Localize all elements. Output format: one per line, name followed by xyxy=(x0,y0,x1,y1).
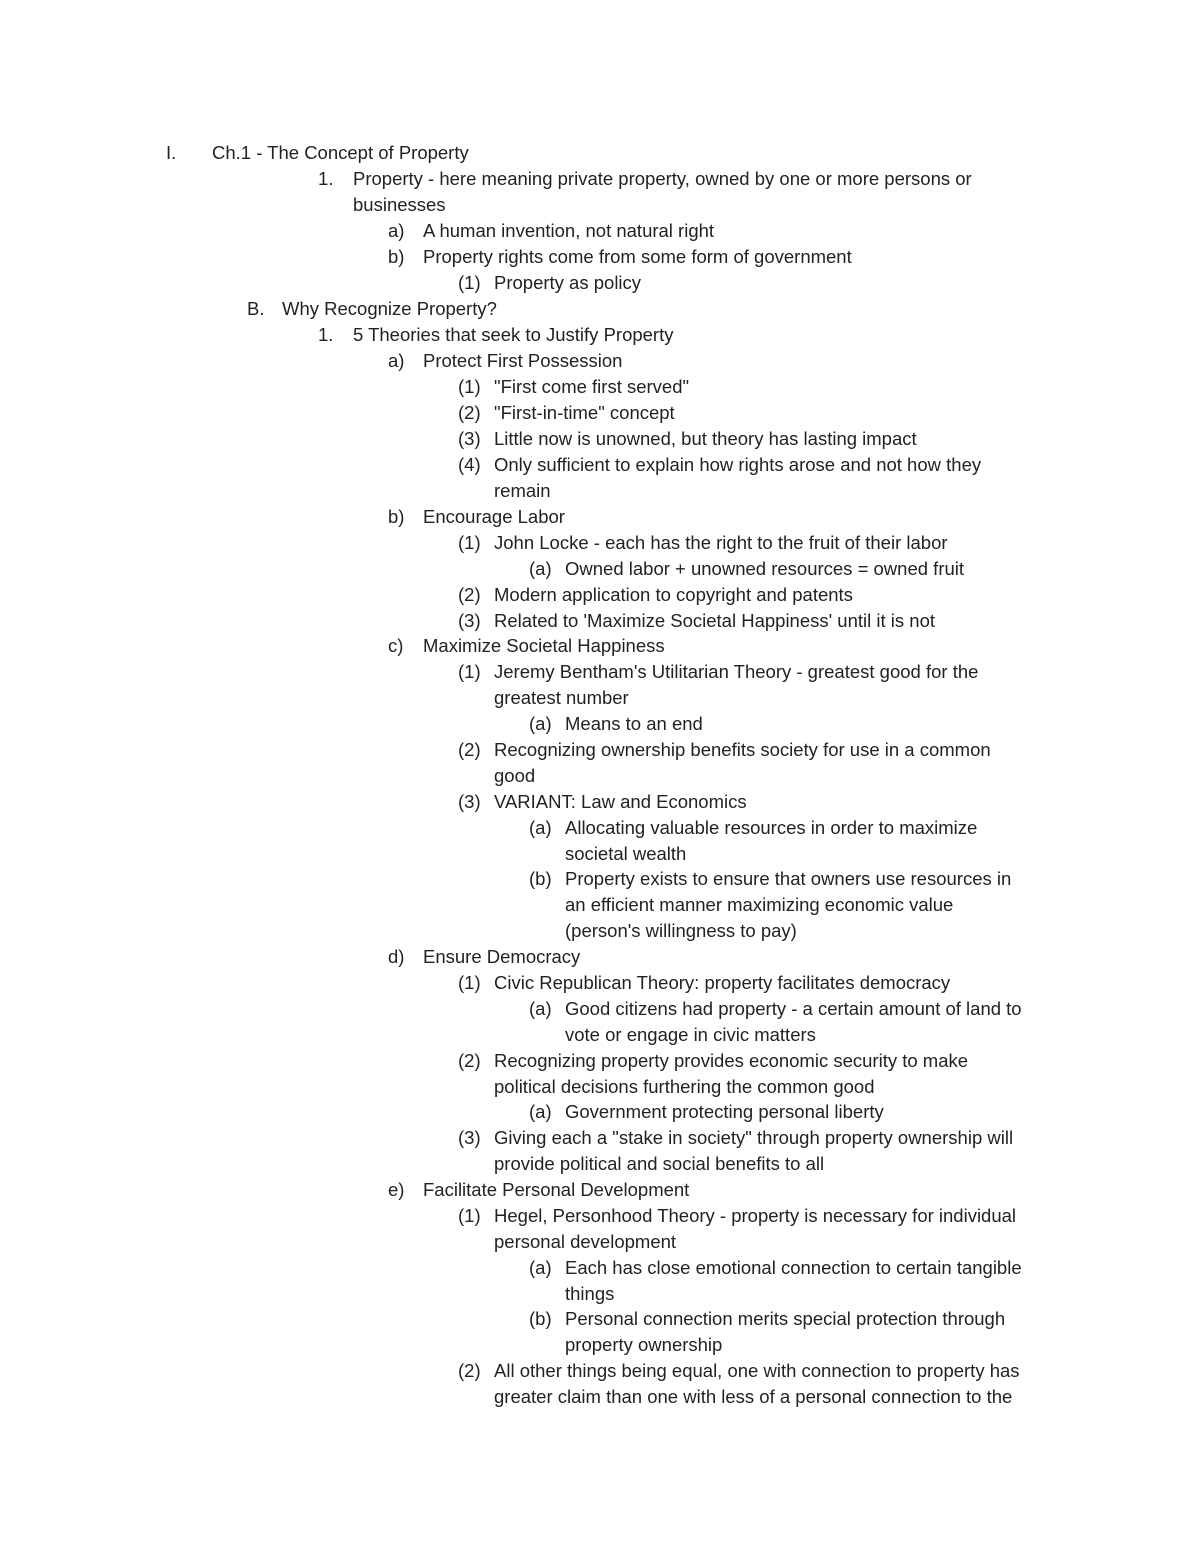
outline-text: VARIANT: Law and Economics xyxy=(494,791,747,812)
outline-text: Maximize Societal Happiness xyxy=(423,635,665,656)
outline-text: A human invention, not natural right xyxy=(423,220,715,241)
outline-heading: Ch.1 - The Concept of Property xyxy=(212,142,469,163)
outline-marker: a) xyxy=(388,350,405,371)
outline-continuation xyxy=(565,1281,614,1307)
outline-marker: 1. xyxy=(318,168,334,189)
outline-continuation xyxy=(565,1332,722,1358)
outline-marker: (a) xyxy=(529,817,552,838)
outline-marker: a) xyxy=(388,220,405,241)
outline-marker: d) xyxy=(388,946,405,967)
outline-marker: (a) xyxy=(529,1257,552,1278)
outline-text: Hegel, Personhood Theory - property is necessary for individual xyxy=(494,1205,1017,1226)
outline-marker: (3) xyxy=(458,791,481,812)
outline-text: greater claim than one with less of a personal connection to the xyxy=(494,1386,1013,1407)
outline-marker: (4) xyxy=(458,454,481,475)
outline-text: All other things being equal, one with connection to property has xyxy=(494,1360,1020,1381)
outline-marker: (b) xyxy=(529,868,552,889)
outline-text: Why Recognize Property? xyxy=(282,298,497,319)
outline-text: 5 Theories that seek to Justify Property xyxy=(353,324,674,345)
outline-marker: (2) xyxy=(458,739,481,760)
outline-continuation xyxy=(494,1074,875,1100)
outline-marker: (1) xyxy=(458,532,481,553)
outline-continuation xyxy=(494,1229,676,1255)
outline-text: personal development xyxy=(494,1231,677,1252)
outline-continuation xyxy=(494,1384,1012,1410)
outline-marker: (2) xyxy=(458,402,481,423)
outline-marker: 1. xyxy=(318,324,334,345)
outline-marker: b) xyxy=(388,246,405,267)
outline-continuation xyxy=(353,192,446,218)
outline-text: "First-in-time" concept xyxy=(494,402,675,423)
outline-marker: (1) xyxy=(458,1205,481,1226)
outline-continuation xyxy=(494,763,535,789)
outline-marker: B. xyxy=(247,298,265,319)
outline-text: things xyxy=(565,1283,615,1304)
outline-text: Protect First Possession xyxy=(423,350,623,371)
outline-marker: (2) xyxy=(458,1360,481,1381)
outline-text: Owned labor + unowned resources = owned fruit xyxy=(565,558,965,579)
outline-text: Civic Republican Theory: property facilitates democracy xyxy=(494,972,951,993)
outline-text: businesses xyxy=(353,194,446,215)
outline-continuation xyxy=(494,478,551,504)
outline-continuation xyxy=(565,918,797,944)
outline-text: Recognizing property provides economic security to make xyxy=(494,1050,969,1071)
outline-marker: b) xyxy=(388,506,405,527)
outline-marker: (2) xyxy=(458,584,481,605)
outline-text: remain xyxy=(494,480,551,501)
outline-text: Ensure Democracy xyxy=(423,946,581,967)
outline-marker: (1) xyxy=(458,972,481,993)
outline-marker: (1) xyxy=(458,661,481,682)
outline-text: Modern application to copyright and patents xyxy=(494,584,853,605)
outline-text: Encourage Labor xyxy=(423,506,565,527)
outline-text: Each has close emotional connection to certain tangible xyxy=(565,1257,1022,1278)
outline-text: greatest number xyxy=(494,687,629,708)
outline-text: Property as policy xyxy=(494,272,642,293)
outline-text: provide political and social benefits to all xyxy=(494,1153,825,1174)
outline-text: an efficient manner maximizing economic value xyxy=(565,894,954,915)
outline-text: (person's willingness to pay) xyxy=(565,920,797,941)
outline-marker: (3) xyxy=(458,610,481,631)
outline-text: Little now is unowned, but theory has lasting impact xyxy=(494,428,917,449)
outline-text: Personal connection merits special protection through xyxy=(565,1308,1006,1329)
outline-text: political decisions furthering the common good xyxy=(494,1076,875,1097)
outline-marker: (a) xyxy=(529,713,552,734)
outline-text: property ownership xyxy=(565,1334,723,1355)
outline-text: Allocating valuable resources in order to maximize xyxy=(565,817,978,838)
outline-text: Recognizing ownership benefits society for use in a common xyxy=(494,739,991,760)
outline-marker: (a) xyxy=(529,1101,552,1122)
outline-marker: I. xyxy=(166,142,177,163)
outline-text: Government protecting personal liberty xyxy=(565,1101,884,1122)
outline-text: Good citizens had property - a certain amount of land to xyxy=(565,998,1022,1019)
outline-marker: (1) xyxy=(458,272,481,293)
outline-marker: c) xyxy=(388,635,404,656)
outline-marker: (2) xyxy=(458,1050,481,1071)
outline-text: Only sufficient to explain how rights arose and not how they xyxy=(494,454,982,475)
outline-continuation xyxy=(565,841,686,867)
outline-text: Property exists to ensure that owners use resources in xyxy=(565,868,1012,889)
outline-text: "First come first served" xyxy=(494,376,690,397)
outline-text: Property - here meaning private property, owned by one or more persons or xyxy=(353,168,972,189)
outline-text: Jeremy Bentham's Utilitarian Theory - greatest good for the xyxy=(494,661,979,682)
outline-marker: e) xyxy=(388,1179,405,1200)
outline-marker: (3) xyxy=(458,428,481,449)
outline-text: Means to an end xyxy=(565,713,703,734)
outline-text: Giving each a "stake in society" through property ownership will xyxy=(494,1127,1014,1148)
outline-continuation xyxy=(494,1151,824,1177)
outline-text: societal wealth xyxy=(565,843,687,864)
outline-text: Related to 'Maximize Societal Happiness' until it is not xyxy=(494,610,935,631)
outline-continuation xyxy=(565,1022,816,1048)
outline-text: John Locke - each has the right to the fruit of their labor xyxy=(494,532,948,553)
outline-marker: (b) xyxy=(529,1308,552,1329)
outline-text: good xyxy=(494,765,536,786)
outline-marker: (3) xyxy=(458,1127,481,1148)
outline-marker: (1) xyxy=(458,376,481,397)
outline-marker: (a) xyxy=(529,558,552,579)
outline-text: Facilitate Personal Development xyxy=(423,1179,690,1200)
outline-marker: (a) xyxy=(529,998,552,1019)
outline-continuation xyxy=(494,685,629,711)
outline-continuation xyxy=(565,892,953,918)
outline-text: Property rights come from some form of government xyxy=(423,246,852,267)
outline-text: vote or engage in civic matters xyxy=(565,1024,816,1045)
